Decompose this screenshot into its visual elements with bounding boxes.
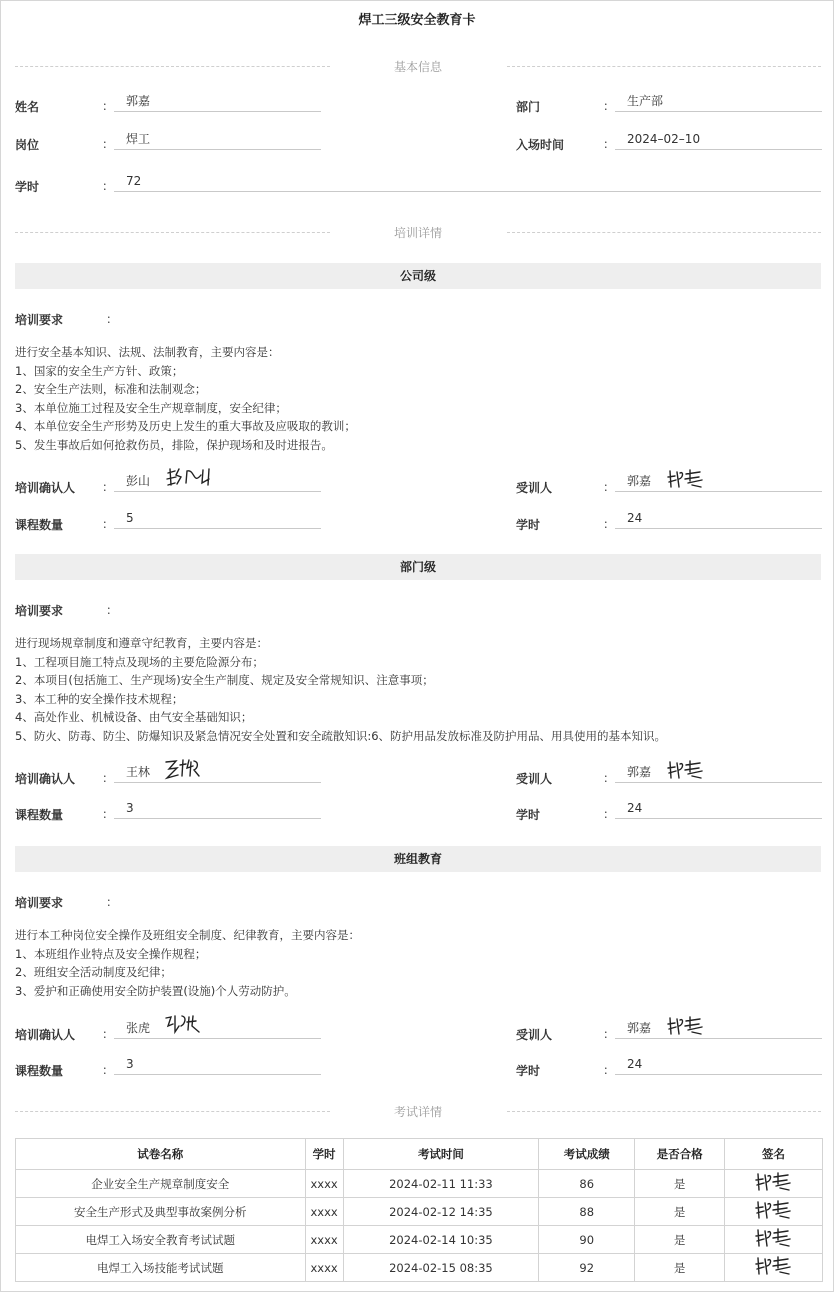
exam-passed: 是 bbox=[635, 1198, 725, 1226]
entry-time-label: 入场时间 bbox=[516, 138, 565, 152]
dept-field bbox=[516, 91, 822, 117]
entry-time-value: 2024–02–10 bbox=[615, 129, 822, 150]
content-line: 2、班组安全活动制度及纪律； bbox=[15, 965, 172, 979]
course-count-field bbox=[15, 798, 325, 824]
level-hours-field bbox=[516, 798, 822, 824]
exam-paper-name: 电焊工入场技能考试试题 bbox=[16, 1254, 306, 1282]
level-hours-value: 24 bbox=[615, 798, 822, 819]
exam-table bbox=[15, 1138, 823, 1282]
requirement-label: 培训要求 bbox=[15, 896, 64, 910]
course-count-value: 5 bbox=[114, 508, 321, 529]
content-line: 3、本工种的安全操作技术规程； bbox=[15, 691, 184, 706]
exam-score: 90 bbox=[539, 1226, 635, 1254]
exam-hours: xxxx bbox=[305, 1226, 343, 1254]
signature-icon bbox=[754, 1254, 794, 1278]
content-line: 3、本单位施工过程及安全生产规章制度，安全纪律； bbox=[15, 400, 287, 415]
colon: ： bbox=[102, 179, 115, 193]
colon: ： bbox=[102, 807, 115, 821]
table-row bbox=[16, 1226, 823, 1254]
post-label: 岗位 bbox=[15, 138, 40, 152]
section-divider-label: 基本信息 bbox=[393, 60, 442, 74]
trainee-label: 受训人 bbox=[516, 481, 553, 495]
exam-signature bbox=[725, 1198, 823, 1226]
colon: ： bbox=[603, 1063, 616, 1077]
colon: ： bbox=[102, 517, 115, 531]
hours-value: 72 bbox=[114, 171, 821, 192]
exam-score: 86 bbox=[539, 1170, 635, 1198]
confirmer-label: 培训确认人 bbox=[15, 481, 76, 495]
colon: ： bbox=[102, 480, 115, 494]
course-count-value: 3 bbox=[114, 798, 321, 819]
name-value: 郭嘉 bbox=[114, 91, 321, 112]
colon: ： bbox=[603, 517, 616, 531]
trainee-label: 受训人 bbox=[516, 1028, 553, 1042]
content-line: 3、爱护和正确使用安全防护装置(设施)个人劳动防护。 bbox=[15, 983, 296, 998]
confirmer-value: 张虎 bbox=[114, 1018, 321, 1039]
entry-time-field bbox=[516, 129, 822, 155]
trainee-label: 受训人 bbox=[516, 772, 553, 786]
exam-score: 92 bbox=[539, 1254, 635, 1282]
exam-paper-name: 企业安全生产规章制度安全 bbox=[16, 1170, 306, 1198]
content-line: 2、本项目(包括施工、生产现场)安全生产制度、规定及安全常规知识、注意事项； bbox=[15, 673, 434, 687]
colon: ： bbox=[106, 895, 119, 909]
exam-score: 88 bbox=[539, 1198, 635, 1226]
signature-icon bbox=[754, 1226, 794, 1250]
content-line: 进行本工种岗位安全操作及班组安全制度、纪律教育，主要内容是： bbox=[15, 928, 360, 942]
colon: ： bbox=[102, 137, 115, 151]
requirement-content-department bbox=[15, 634, 821, 745]
signature-icon bbox=[754, 1170, 794, 1194]
trainee-field bbox=[516, 762, 822, 788]
confirmer-field bbox=[15, 762, 325, 788]
exam-passed: 是 bbox=[635, 1170, 725, 1198]
exam-signature bbox=[725, 1254, 823, 1282]
post-value: 焊工 bbox=[114, 129, 321, 150]
table-row bbox=[16, 1170, 823, 1198]
content-line: 1、本班组作业特点及安全操作规程； bbox=[15, 946, 207, 961]
level-header-team: 班组教育 bbox=[15, 846, 821, 872]
section-divider-label: 考试详情 bbox=[393, 1105, 442, 1119]
colon: ： bbox=[603, 480, 616, 494]
signature-icon bbox=[163, 756, 207, 782]
exam-hours: xxxx bbox=[305, 1170, 343, 1198]
exam-signature bbox=[725, 1170, 823, 1198]
trainee-value: 郭嘉 bbox=[615, 762, 822, 783]
colon: ： bbox=[102, 1063, 115, 1077]
colon: ： bbox=[603, 137, 616, 151]
trainee-field bbox=[516, 1018, 822, 1044]
signature-icon bbox=[165, 465, 221, 491]
exam-passed: 是 bbox=[635, 1254, 725, 1282]
content-line: 5、防火、防毒、防尘、防爆知识及紧急情况安全处置和安全疏散知识:6、防护用品发放标准及防护用品、用具使用的基本知识。 bbox=[15, 728, 667, 743]
colon: ： bbox=[102, 1027, 115, 1041]
level-hours-label: 学时 bbox=[516, 518, 541, 532]
section-divider-exam bbox=[15, 1102, 821, 1120]
requirement-label: 培训要求 bbox=[15, 313, 64, 327]
colon: ： bbox=[102, 771, 115, 785]
trainee-value: 郭嘉 bbox=[615, 471, 822, 492]
column-header: 是否合格 bbox=[635, 1139, 725, 1170]
colon: ： bbox=[106, 603, 119, 617]
exam-time: 2024-02-12 14:35 bbox=[343, 1198, 539, 1226]
confirmer-label: 培训确认人 bbox=[15, 1028, 76, 1042]
page-title: 焊工三级安全教育卡 bbox=[358, 13, 476, 28]
level-hours-field bbox=[516, 508, 822, 534]
colon: ： bbox=[106, 312, 119, 326]
trainee-value: 郭嘉 bbox=[615, 1018, 822, 1039]
hours-field bbox=[15, 171, 823, 197]
content-line: 2、安全生产法则，标准和法制观念； bbox=[15, 382, 207, 396]
section-divider-training bbox=[15, 223, 821, 241]
content-line: 4、高处作业、机械设备、由气安全基础知识； bbox=[15, 710, 253, 724]
signature-icon bbox=[666, 758, 706, 782]
confirmer-field bbox=[15, 471, 325, 497]
requirement-content-team bbox=[15, 926, 821, 1000]
course-count-value: 3 bbox=[114, 1054, 321, 1075]
colon: ： bbox=[102, 99, 115, 113]
colon: ： bbox=[603, 99, 616, 113]
course-count-field bbox=[15, 1054, 325, 1080]
table-row bbox=[16, 1254, 823, 1282]
colon: ： bbox=[603, 771, 616, 785]
course-count-field bbox=[15, 508, 325, 534]
exam-paper-name: 电焊工入场安全教育考试试题 bbox=[16, 1226, 306, 1254]
column-header: 考试时间 bbox=[343, 1139, 539, 1170]
exam-paper-name: 安全生产形式及典型事故案例分析 bbox=[16, 1198, 306, 1226]
content-line: 1、国家的安全生产方针、政策； bbox=[15, 363, 184, 378]
level-header-company: 公司级 bbox=[15, 263, 821, 289]
signature-icon bbox=[666, 1014, 706, 1038]
course-count-label: 课程数量 bbox=[15, 518, 64, 532]
exam-hours: xxxx bbox=[305, 1254, 343, 1282]
column-header: 签名 bbox=[725, 1139, 823, 1170]
column-header: 试卷名称 bbox=[16, 1139, 306, 1170]
exam-signature bbox=[725, 1226, 823, 1254]
trainee-field bbox=[516, 471, 822, 497]
confirmer-field bbox=[15, 1018, 325, 1044]
post-field bbox=[15, 129, 325, 155]
column-header: 学时 bbox=[305, 1139, 343, 1170]
content-line: 进行现场规章制度和遵章守纪教育，主要内容是： bbox=[15, 636, 268, 650]
level-hours-field bbox=[516, 1054, 822, 1080]
confirmer-value: 王林 bbox=[114, 762, 321, 783]
column-header: 考试成绩 bbox=[539, 1139, 635, 1170]
level-hours-value: 24 bbox=[615, 1054, 822, 1075]
dept-label: 部门 bbox=[516, 100, 541, 114]
requirement-content-company bbox=[15, 343, 821, 454]
level-hours-value: 24 bbox=[615, 508, 822, 529]
exam-hours: xxxx bbox=[305, 1198, 343, 1226]
signature-icon bbox=[163, 1012, 207, 1036]
exam-time: 2024-02-11 11:33 bbox=[343, 1170, 539, 1198]
confirmer-value: 彭山 bbox=[114, 471, 321, 492]
exam-passed: 是 bbox=[635, 1226, 725, 1254]
content-line: 4、本单位安全生产形势及历史上发生的重大事故及应吸取的教训； bbox=[15, 419, 356, 433]
signature-icon bbox=[666, 467, 706, 491]
level-header-department: 部门级 bbox=[15, 554, 821, 580]
section-divider-basic bbox=[15, 57, 821, 75]
colon: ： bbox=[603, 807, 616, 821]
table-header-row bbox=[16, 1139, 823, 1170]
section-divider-label: 培训详情 bbox=[393, 226, 442, 240]
confirmer-label: 培训确认人 bbox=[15, 772, 76, 786]
signature-icon bbox=[754, 1198, 794, 1222]
course-count-label: 课程数量 bbox=[15, 1064, 64, 1078]
course-count-label: 课程数量 bbox=[15, 808, 64, 822]
content-line: 1、工程项目施工特点及现场的主要危险源分布； bbox=[15, 654, 264, 669]
level-hours-label: 学时 bbox=[516, 808, 541, 822]
hours-label: 学时 bbox=[15, 180, 40, 194]
dept-value: 生产部 bbox=[615, 91, 822, 112]
colon: ： bbox=[603, 1027, 616, 1041]
content-line: 进行安全基本知识、法规、法制教育，主要内容是： bbox=[15, 345, 280, 359]
content-line: 5、发生事故后如何抢救伤员，排险，保护现场和及时进报告。 bbox=[15, 437, 333, 452]
exam-time: 2024-02-14 10:35 bbox=[343, 1226, 539, 1254]
name-label: 姓名 bbox=[15, 100, 40, 114]
name-field bbox=[15, 91, 325, 117]
requirement-label: 培训要求 bbox=[15, 604, 64, 618]
table-row bbox=[16, 1198, 823, 1226]
exam-time: 2024-02-15 08:35 bbox=[343, 1254, 539, 1282]
level-hours-label: 学时 bbox=[516, 1064, 541, 1078]
